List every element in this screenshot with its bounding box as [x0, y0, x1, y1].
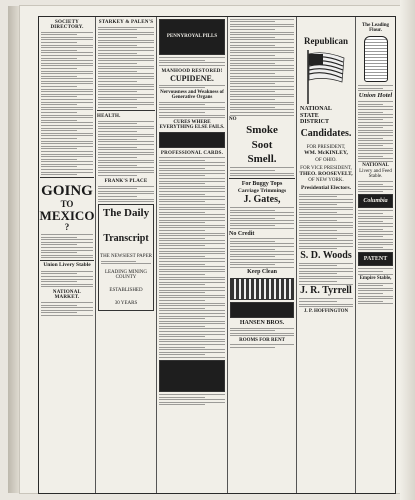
column-2	[96, 17, 157, 493]
no-credit-heading: No Credit	[229, 230, 255, 237]
woods-text	[299, 263, 353, 285]
hoffington-label: J. P. HOFFINGTON	[303, 308, 349, 314]
national-livery-heading: NATIONAL	[362, 163, 389, 169]
national-market-heading: NATIONAL MARKET.	[52, 290, 82, 301]
column-4-rule	[229, 178, 295, 179]
tyrrell-text	[299, 298, 353, 307]
sd-woods-heading: S. D. Woods	[300, 249, 352, 261]
vice-president-label: FOR VICE PRESIDENT,	[300, 165, 352, 171]
flour-bottle-illustration	[364, 36, 388, 82]
page-edge	[400, 0, 415, 500]
president-label: FOR PRESIDENT,	[306, 144, 346, 150]
stove-illustration	[230, 278, 294, 300]
flag-icon	[304, 48, 348, 104]
smell-heading: Smell.	[247, 153, 277, 166]
professional-cards-text	[159, 157, 225, 358]
buggy-tops-heading: For Buggy Tops	[241, 181, 283, 188]
patent-heading: PATENT	[363, 256, 388, 263]
franks-text	[98, 186, 154, 203]
cupidene-banner	[159, 132, 225, 148]
flour-text	[358, 85, 393, 91]
franks-place-heading: FRANK'S PLACE	[104, 179, 148, 185]
mckinley-label: WM. McKINLEY,	[304, 149, 348, 156]
empire-text	[358, 283, 393, 305]
column-3	[157, 17, 228, 493]
starkey-text	[98, 27, 154, 108]
no-label: NO	[229, 117, 237, 123]
book-spine	[8, 6, 20, 493]
daily-transcript-ad	[98, 204, 154, 311]
pennyroyal-text	[159, 57, 225, 66]
mexico-heading: MEXICO	[39, 208, 95, 224]
livery-text	[358, 181, 393, 192]
gates-text	[230, 207, 294, 229]
keep-clean-heading: Keep Clean	[247, 269, 277, 276]
livery-feed-heading: Livery and Feed Stable.	[359, 169, 392, 180]
column-1-rule	[40, 177, 94, 178]
transcript-heading: Transcript	[103, 232, 149, 244]
columbia-heading: Columbia	[363, 198, 388, 205]
manhood-heading: MANHOOD RESTORED!	[161, 68, 223, 74]
patent-ad	[358, 252, 393, 266]
no-credit-text	[230, 238, 294, 268]
established-label: ESTABLISHED	[109, 288, 143, 294]
nervousness-text	[159, 102, 225, 119]
question-mark: ?	[64, 222, 70, 233]
daily-heading: The Daily	[102, 207, 150, 220]
cupidene-text	[159, 85, 225, 89]
cures-heading: CURES WHERE EVERYTHING ELSE FAILS.	[159, 119, 225, 130]
union-livery-text	[41, 271, 93, 288]
j-gates-heading: J. Gates,	[243, 194, 281, 206]
hansen-text	[230, 328, 294, 337]
column-5	[297, 17, 356, 493]
hotel-text	[358, 101, 393, 162]
state-label: STATE	[300, 112, 319, 119]
ohio-label: OF OHIO.	[315, 157, 337, 163]
health-heading: HEALTH.	[97, 114, 121, 119]
mexico-text	[41, 234, 93, 258]
years-label: 30 YEARS	[114, 301, 138, 307]
page-columns	[38, 16, 396, 494]
carriage-trimmings-heading: Carriage Trimmings	[237, 188, 287, 195]
nervousness-heading: Nervousness and Weakness of Generative Organs	[160, 89, 224, 100]
pennyroyal-heading: PENNYROYAL PILLS	[166, 34, 218, 39]
patent-text	[358, 268, 393, 274]
columbia-ad	[358, 194, 393, 208]
cupidene-heading: CUPIDENE.	[170, 73, 214, 83]
leading-flour-heading: The Leading Flour.	[361, 23, 390, 33]
electors-heading: Presidential Electors.	[301, 185, 351, 192]
columbia-text	[358, 210, 393, 250]
column-4	[228, 17, 297, 493]
union-hotel-heading: Union Hotel	[358, 91, 393, 99]
column-2-rule	[97, 110, 155, 111]
newsiest-paper: THE NEWSIEST PAPER	[100, 254, 152, 260]
district-label: DISTRICT	[300, 119, 330, 126]
smoke-text	[230, 167, 294, 176]
health-text	[98, 121, 154, 176]
national-market-text	[41, 302, 93, 316]
starkey-palen-heading: STARKEY & PALEN'S	[98, 20, 154, 25]
jr-tyrrell-heading: J. R. Tyrrell	[300, 285, 352, 297]
column-4-banner	[230, 302, 294, 318]
republican-heading: Republican	[303, 36, 348, 46]
column-1-rule-2	[40, 260, 94, 261]
going-heading: GOING	[41, 183, 93, 200]
society-directory-heading: SOCIETY DIRECTORY.	[50, 20, 84, 30]
column-1	[39, 17, 96, 493]
column-4-top-text	[230, 19, 294, 116]
newspaper-page	[20, 6, 400, 493]
society-listings	[41, 32, 93, 176]
national-label: NATIONAL	[300, 106, 332, 113]
smoke-heading: Smoke	[246, 124, 278, 137]
leading-mining-county: LEADING MINING COUNTY	[104, 270, 148, 281]
rooms-text	[230, 344, 294, 348]
empire-stable-heading: Empire Stable,	[359, 276, 392, 282]
american-flag-illustration	[304, 48, 348, 104]
rooms-for-rent-heading: ROOMS FOR RENT	[239, 337, 285, 343]
column-6	[356, 17, 395, 493]
electors-list	[299, 194, 353, 249]
pennyroyal-ad	[159, 19, 225, 55]
professional-cards-heading: PROFESSIONAL CARDS.	[160, 150, 224, 156]
transcript-text	[101, 261, 151, 265]
new-york-label: OF NEW YORK.	[308, 178, 344, 184]
to-heading: TO	[60, 199, 74, 209]
soot-heading: Soot	[251, 138, 273, 151]
roosevelt-label: THEO. ROOSEVELT,	[299, 170, 353, 177]
stove-text	[159, 394, 225, 405]
union-livery-heading: Union Livery Stable	[43, 262, 91, 269]
stove-ad	[159, 360, 225, 392]
candidates-heading: Candidates.	[300, 128, 352, 140]
hansen-heading: HANSEN BROS.	[239, 319, 285, 326]
